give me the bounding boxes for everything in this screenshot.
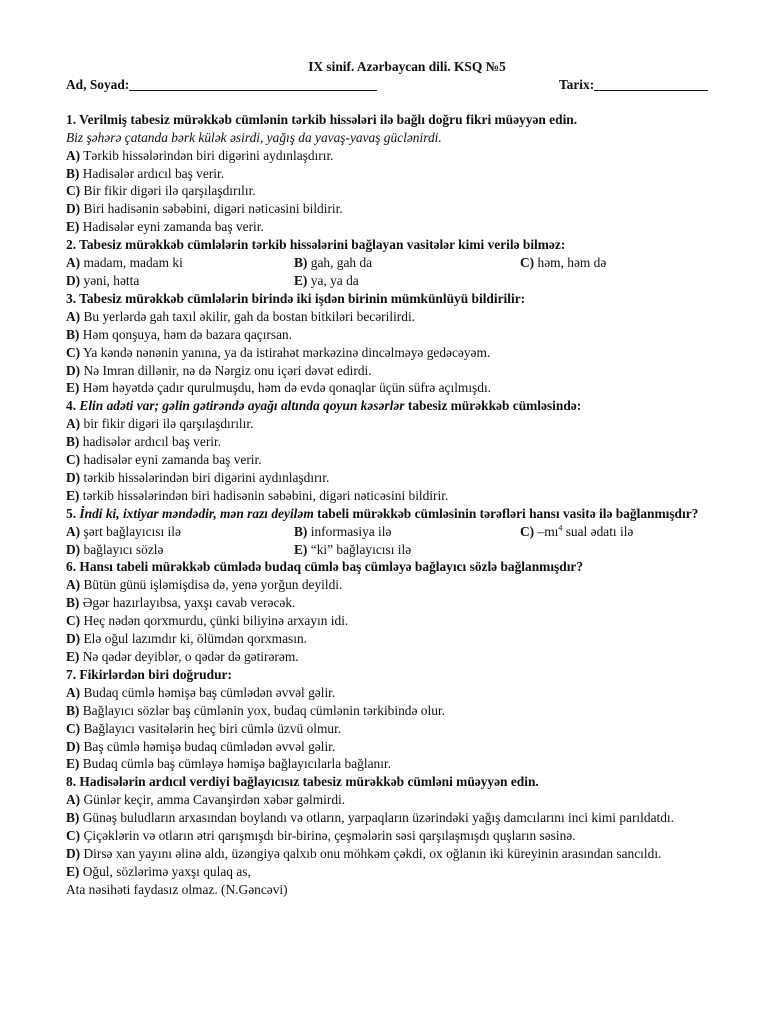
- option-8e: E) Oğul, sözlərimə yaxşı qulaq as,: [66, 863, 251, 879]
- name-label: Ad, Soyad:: [66, 76, 130, 92]
- question-6-text: 6. Hansı tabeli mürəkkəb cümlədə budaq cümlə baş cümləyə bağlayıcı sözlə bağlanmışdır?: [66, 559, 584, 575]
- page-title: IX sinif. Azərbaycan dili. KSQ №5: [308, 59, 506, 74]
- option-5e: E) “ki” bağlayıcısı ilə: [294, 541, 412, 557]
- option-2a: A) madam, madam ki: [66, 255, 183, 271]
- option-1e: E) Hadisələr eyni zamanda baş verir.: [66, 219, 264, 235]
- option-3c: C) Ya kəndə nənənin yanına, ya da istirahət mərkəzinə dincəlməyə gedəcəyəm.: [66, 344, 491, 360]
- option-7a: A) Budaq cümlə həmişə baş cümlədən əvvəl gəlir.: [66, 684, 336, 700]
- question-7-text: 7. Fikirlərdən biri doğrudur:: [66, 666, 232, 682]
- question-3: [66, 290, 708, 397]
- question-1-text: 1. Verilmiş tabesiz mürəkkəb cümlənin tərkib hissələri ilə bağlı doğru fikri müəyyən edin.: [66, 111, 578, 127]
- question-2-text: 2. Tabesiz mürəkkəb cümlələrin tərkib hissələrini bağlayan vasitələr kimi verilə bilməz:: [66, 237, 566, 253]
- question-1: [66, 111, 708, 236]
- question-5-text: 5. İndi ki, ixtiyar məndədir, mən razı deyiləm tabeli mürəkkəb cümləsinin tərəfləri hansı vasitə ilə bağlanmışdır?: [66, 505, 699, 521]
- option-4d: D) tərkib hissələrindən biri digərini aydınlaşdırır.: [66, 469, 330, 485]
- option-5a: A) şərt bağlayıcısı ilə: [66, 523, 181, 539]
- question-3-text: 3. Tabesiz mürəkkəb cümlələrin birində iki işdən birinin mümkünlüyü bildirilir:: [66, 290, 526, 306]
- option-3d: D) Nə Imran dillənir, nə də Nərgiz onu içəri dəvət edirdi.: [66, 362, 372, 378]
- date-blank: _________________: [594, 76, 708, 92]
- option-4a: A) bir fikir digəri ilə qarşılaşdırılır.: [66, 416, 254, 432]
- question-8: [66, 773, 708, 898]
- question-8-text: 8. Hadisələrin ardıcıl verdiyi bağlayıcısız tabesiz mürəkkəb cümləni müəyyən edin.: [66, 774, 539, 790]
- question-4: [66, 397, 708, 504]
- option-8c: C) Çiçəklərin və otların ətri qarışmışdı bir-birinə, çeşmələrin səsi qarşılaşmışdı quşların səsinə.: [66, 828, 576, 844]
- name-field: [66, 76, 377, 94]
- option-8d: D) Dirsə xan yayını əlinə aldı, üzəngiyə qalxıb onu möhkəm çəkdi, ox oğlanın iki küreyinin arasından sancıldı.: [66, 845, 662, 861]
- option-2c: C) həm, həm də: [520, 255, 607, 271]
- question-6: [66, 558, 708, 665]
- option-1a: A) Tərkib hissələrindən biri digərini aydınlaşdırır.: [66, 147, 334, 163]
- option-4e: E) tərkib hissələrindən biri hadisənin səbəbini, digəri nəticəsini bildirir.: [66, 487, 449, 503]
- option-6e: E) Nə qədər deyiblər, o qədər də gətirərəm.: [66, 649, 299, 664]
- option-8b: B) Günəş buludların arxasından boylandı və otların, yarpaqların üzərindəki yağış damcılarını inci kimi parıldatdı.: [66, 810, 674, 826]
- option-8a: A) Günlər keçir, amma Cavanşirdən xəbər gəlmirdi.: [66, 792, 346, 808]
- header-row: [66, 76, 708, 94]
- option-7e: E) Budaq cümlə baş cümləyə həmişə bağlayıcılarla bağlanır.: [66, 756, 391, 772]
- name-blank: _____________________________________: [129, 76, 377, 92]
- option-1b: B) Hadisələr ardıcıl baş verir.: [66, 165, 225, 181]
- option-5b: B) informasiya ilə: [294, 523, 392, 539]
- date-label: Tarix:: [558, 76, 595, 92]
- option-3a: A) Bu yerlərdə gah taxıl əkilir, gah da bostan bitkiləri becərilirdi.: [66, 308, 416, 324]
- option-1d: D) Biri hadisənin səbəbini, digəri nəticəsini bildirir.: [66, 201, 343, 217]
- option-2e: E) ya, ya da: [294, 272, 359, 288]
- option-6d: D) Elə oğul lazımdır ki, ölümdən qorxmasın.: [66, 631, 308, 647]
- option-6c: C) Heç nədən qorxmurdu, çünki biliyinə arxayın idi.: [66, 613, 349, 629]
- option-6a: A) Bütün günü işləmişdisə də, yenə yorğun deyildi.: [66, 577, 343, 593]
- option-7b: B) Bağlayıcı sözlər baş cümlənin yox, budaq cümlənin tərkibində olur.: [66, 702, 445, 718]
- question-2: [66, 236, 708, 290]
- option-7d: D) Baş cümlə həmişə budaq cümlədən əvvəl gəlir.: [66, 738, 336, 754]
- option-7c: C) Bağlayıcı vasitələrin heç biri cümlə üzvü olmur.: [66, 720, 342, 736]
- option-1c: C) Bir fikir digəri ilə qarşılaşdırılır.: [66, 183, 256, 199]
- option-5d: D) bağlayıcı sözlə: [66, 541, 164, 557]
- question-4-text: 4. Elin adəti var; gəlin gətirəndə ayağı altında qoyun kəsərlər tabesiz mürəkkəb cümləsində:: [66, 398, 582, 414]
- question-5: [66, 505, 708, 559]
- date-field: [559, 76, 708, 94]
- option-8e-line2: Ata nəsihəti faydasız olmaz. (N.Gəncəvi): [66, 881, 288, 897]
- option-6b: B) Əgər hazırlayıbsa, yaxşı cavab verəcək.: [66, 595, 296, 611]
- option-3e: E) Həm həyətdə çadır qurulmuşdu, həm də evdə qonaqlar üçün süfrə açılmışdı.: [66, 380, 492, 396]
- option-3b: B) Həm qonşuya, həm də bazara qaçırsan.: [66, 326, 293, 342]
- option-2d: D) yəni, hətta: [66, 272, 140, 288]
- option-4c: C) hadisələr eyni zamanda baş verir.: [66, 452, 262, 468]
- option-4b: B) hadisələr ardıcıl baş verir.: [66, 434, 222, 450]
- question-7: [66, 666, 708, 773]
- option-2b: B) gah, gah da: [294, 255, 373, 271]
- question-1-sentence: Biz şəhərə çatanda bərk külək əsirdi, yağış da yavaş-yavaş güclənirdi.: [66, 129, 442, 145]
- option-5c: C) $-mı^4$ sual ədatı ilə: [520, 523, 634, 539]
